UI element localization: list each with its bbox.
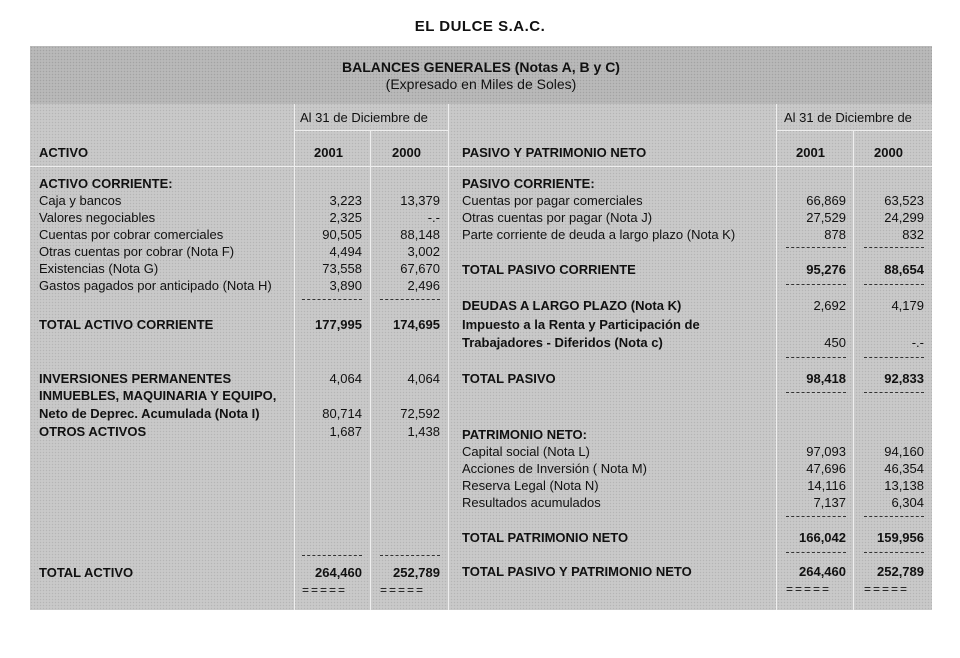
period-header-right: Al 31 de Diciembre de: [784, 110, 912, 125]
total-assets-2001: 264,460: [315, 565, 362, 580]
double-underline: =====: [864, 582, 910, 596]
assets-heading: ACTIVO: [39, 145, 89, 160]
company-name: EL DULCE S.A.C.: [414, 18, 546, 35]
asset-value-2000: 67,670: [400, 261, 440, 276]
total-rule: [302, 555, 362, 556]
equity-value-2001: 14,116: [807, 478, 846, 493]
asset-label: Existencias (Nota G): [39, 261, 159, 276]
equity-value-2001: 97,093: [806, 444, 846, 459]
equity-label: Capital social (Nota L): [462, 444, 590, 459]
balance-sheet-table: [30, 46, 932, 610]
subtotal-rule: [864, 357, 924, 358]
column-divider: [294, 104, 295, 610]
column-divider: [370, 130, 371, 610]
ppe-2001: 80,714: [322, 406, 362, 421]
long-term-debt-2000: 4,179: [891, 298, 924, 313]
investments-2001: 4,064: [329, 371, 362, 386]
subtotal-rule: [786, 357, 846, 358]
equity-label: Acciones de Inversión ( Nota M): [462, 461, 647, 476]
subtotal-rule: [864, 284, 924, 285]
total-equity-2000: 159,956: [877, 530, 924, 545]
other-assets-2000: 1,438: [407, 424, 440, 439]
current-assets-heading: ACTIVO CORRIENTE:: [39, 176, 173, 191]
asset-value-2001: 3,223: [329, 193, 362, 208]
ppe-label: Neto de Deprec. Acumulada (Nota I): [39, 406, 260, 421]
liability-label: Parte corriente de deuda a largo plazo (Nota K): [462, 227, 736, 242]
liability-label: Cuentas por pagar comerciales: [462, 193, 643, 208]
liability-value-2001: 27,529: [806, 210, 846, 225]
equity-value-2000: 6,304: [891, 495, 924, 510]
liability-value-2000: 63,523: [884, 193, 924, 208]
long-term-debt-label: DEUDAS A LARGO PLAZO (Nota K): [462, 298, 682, 313]
total-rule: [380, 555, 440, 556]
total-current-liabilities-label: TOTAL PASIVO CORRIENTE: [462, 262, 636, 277]
header-divider: [30, 166, 932, 167]
liability-value-2000: 24,299: [884, 210, 924, 225]
total-rule: [864, 552, 924, 553]
asset-value-2001: 90,505: [322, 227, 362, 242]
column-divider: [448, 104, 449, 610]
asset-label: Caja y bancos: [39, 193, 122, 208]
equity-label: Reserva Legal (Nota N): [462, 478, 599, 493]
liability-value-2001: 878: [824, 227, 846, 242]
total-current-liabilities-2000: 88,654: [884, 262, 924, 277]
subtotal-rule: [864, 247, 924, 248]
year-2001-left: 2001: [314, 145, 343, 160]
liability-value-2000: 832: [902, 227, 924, 242]
asset-value-2000: -.-: [427, 210, 440, 225]
asset-label: Gastos pagados por anticipado (Nota H): [39, 278, 272, 293]
total-current-liabilities-2001: 95,276: [806, 262, 846, 277]
total-liabilities-2000: 92,833: [884, 371, 924, 386]
column-divider: [776, 104, 777, 610]
equity-value-2001: 47,696: [806, 461, 846, 476]
statement-title: BALANCES GENERALES (Notas A, B y C): [342, 59, 620, 75]
ppe-label-line1: INMUEBLES, MAQUINARIA Y EQUIPO,: [39, 388, 277, 403]
subtotal-rule: [786, 516, 846, 517]
asset-label: Otras cuentas por cobrar (Nota F): [39, 244, 235, 259]
liabilities-heading: PASIVO Y PATRIMONIO NETO: [462, 145, 647, 160]
deferred-tax-2001: 450: [824, 335, 846, 350]
grand-total-label: TOTAL PASIVO Y PATRIMONIO NETO: [462, 564, 692, 579]
header-divider: [294, 130, 448, 131]
grand-total-2001: 264,460: [799, 564, 846, 579]
year-2000-right: 2000: [874, 145, 903, 160]
asset-value-2001: 4,494: [329, 244, 362, 259]
deferred-tax-2000: -.-: [911, 335, 924, 350]
subtotal-rule: [786, 284, 846, 285]
subtotal-rule: [302, 299, 362, 300]
deferred-tax-label: Trabajadores - Diferidos (Nota c): [462, 335, 663, 350]
asset-value-2000: 3,002: [407, 244, 440, 259]
subtotal-rule: [864, 392, 924, 393]
asset-value-2000: 2,496: [407, 278, 440, 293]
period-header-left: Al 31 de Diciembre de: [300, 110, 428, 125]
year-2000-left: 2000: [392, 145, 421, 160]
investments-label: INVERSIONES PERMANENTES: [39, 371, 232, 386]
total-equity-label: TOTAL PATRIMONIO NETO: [462, 530, 629, 545]
total-rule: [786, 552, 846, 553]
total-current-assets-2001: 177,995: [315, 317, 362, 332]
ppe-2000: 72,592: [400, 406, 440, 421]
equity-label: Resultados acumulados: [462, 495, 601, 510]
statement-subtitle: (Expresado en Miles de Soles): [385, 76, 577, 92]
total-current-assets-2000: 174,695: [393, 317, 440, 332]
total-liabilities-label: TOTAL PASIVO: [462, 371, 556, 386]
long-term-debt-2001: 2,692: [813, 298, 846, 313]
current-liabilities-heading: PASIVO CORRIENTE:: [462, 176, 595, 191]
year-2001-right: 2001: [796, 145, 825, 160]
column-divider: [853, 130, 854, 610]
other-assets-label: OTROS ACTIVOS: [39, 424, 147, 439]
grand-total-2000: 252,789: [877, 564, 924, 579]
subtotal-rule: [380, 299, 440, 300]
liability-label: Otras cuentas por pagar (Nota J): [462, 210, 653, 225]
asset-value-2000: 13,379: [400, 193, 440, 208]
asset-value-2001: 3,890: [329, 278, 362, 293]
asset-label: Cuentas por cobrar comerciales: [39, 227, 224, 242]
total-assets-2000: 252,789: [393, 565, 440, 580]
deferred-tax-label-line1: Impuesto a la Renta y Participación de: [462, 317, 700, 332]
total-assets-label: TOTAL ACTIVO: [39, 565, 134, 580]
subtotal-rule: [786, 392, 846, 393]
header-divider: [776, 130, 932, 131]
subtotal-rule: [864, 516, 924, 517]
total-equity-2001: 166,042: [799, 530, 846, 545]
liability-value-2001: 66,869: [806, 193, 846, 208]
subtotal-rule: [786, 247, 846, 248]
equity-value-2000: 13,138: [884, 478, 924, 493]
double-underline: =====: [786, 582, 832, 596]
double-underline: =====: [380, 583, 426, 597]
asset-label: Valores negociables: [39, 210, 156, 225]
investments-2000: 4,064: [407, 371, 440, 386]
other-assets-2001: 1,687: [329, 424, 362, 439]
asset-value-2001: 73,558: [322, 261, 362, 276]
equity-value-2001: 7,137: [813, 495, 846, 510]
total-liabilities-2001: 98,418: [806, 371, 846, 386]
equity-heading: PATRIMONIO NETO:: [462, 427, 587, 442]
equity-value-2000: 46,354: [884, 461, 924, 476]
title-band: [30, 46, 932, 104]
equity-value-2000: 94,160: [884, 444, 924, 459]
total-current-assets-label: TOTAL ACTIVO CORRIENTE: [39, 317, 214, 332]
asset-value-2000: 88,148: [400, 227, 440, 242]
asset-value-2001: 2,325: [329, 210, 362, 225]
double-underline: =====: [302, 583, 348, 597]
